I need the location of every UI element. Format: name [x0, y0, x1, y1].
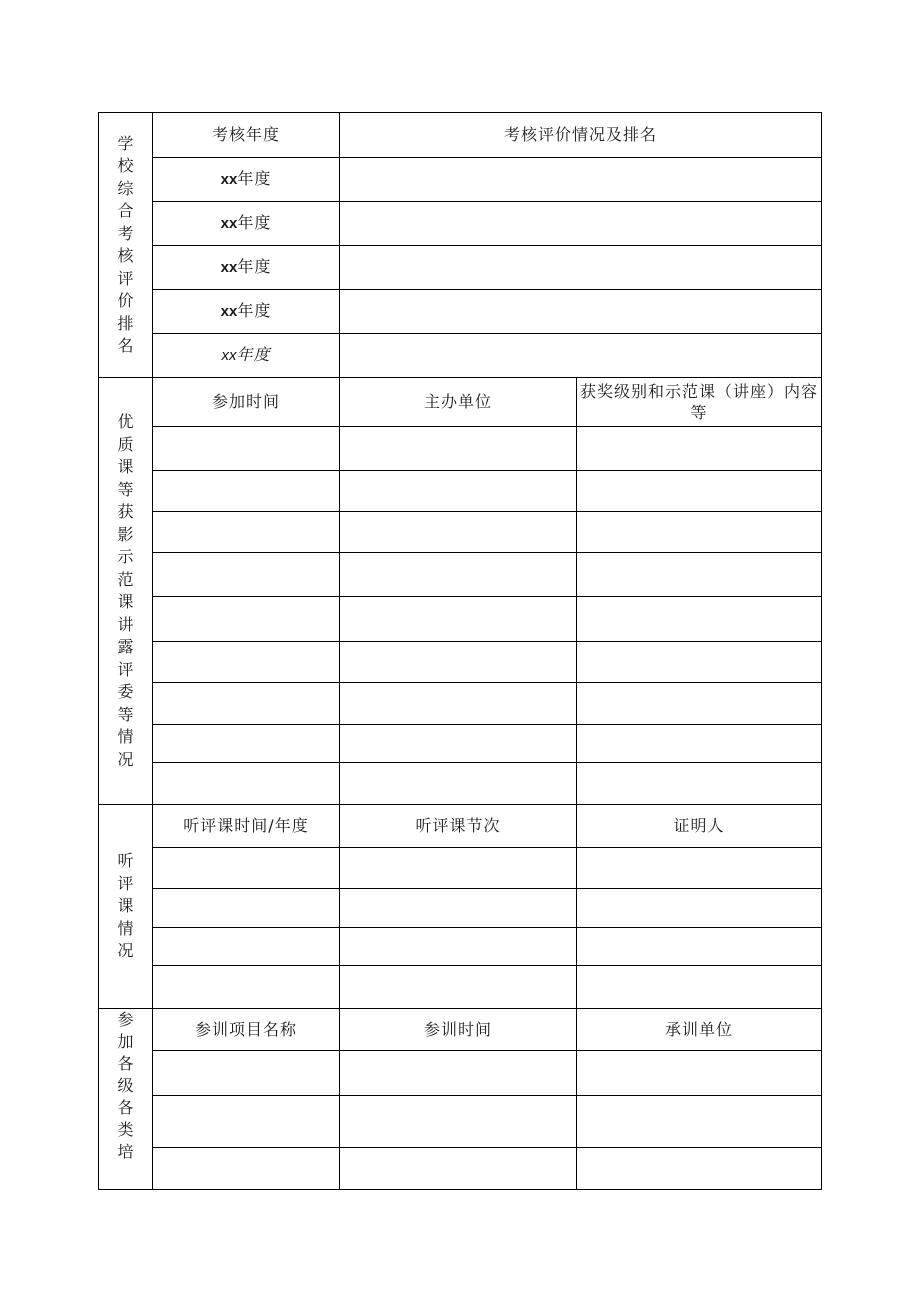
section2-side-label-cell — [99, 378, 153, 805]
section2-organizer-cell[interactable] — [340, 642, 577, 683]
section4-provider-cell[interactable] — [577, 1051, 822, 1096]
section1-header-row — [99, 113, 822, 158]
section2-organizer-cell[interactable] — [340, 683, 577, 725]
section3-witness-cell[interactable] — [577, 889, 822, 928]
year-placeholder: xx — [220, 303, 238, 320]
section2-organizer-cell[interactable] — [340, 471, 577, 512]
section2-time-cell[interactable] — [153, 512, 340, 553]
year-suffix: 年度 — [237, 301, 272, 320]
section1-year-cell — [153, 158, 340, 202]
section2-time-cell[interactable] — [153, 597, 340, 642]
section2-award-cell[interactable] — [577, 512, 822, 553]
section4-time-cell[interactable] — [340, 1148, 577, 1190]
section1-year-cell — [153, 202, 340, 246]
section1-evaluation-cell[interactable] — [340, 158, 822, 202]
year-placeholder: xx — [220, 171, 238, 188]
section3-witness-cell[interactable] — [577, 966, 822, 1009]
section3-time-cell[interactable] — [153, 889, 340, 928]
section3-header-witness: 证明人 — [577, 805, 822, 848]
section3-time-cell[interactable] — [153, 928, 340, 966]
section2-organizer-cell[interactable] — [340, 512, 577, 553]
section1-evaluation-cell[interactable] — [340, 246, 822, 290]
section3-side-label: 听评课情况 — [117, 851, 134, 961]
section3-sessions-cell[interactable] — [340, 848, 577, 889]
section2-award-cell[interactable] — [577, 597, 822, 642]
section2-side-label: 优质课等获影示范课讲露评委等情况 — [117, 412, 134, 769]
section4-header-row — [99, 1009, 822, 1051]
section2-award-cell[interactable] — [577, 725, 822, 763]
section2-header-time: 参加时间 — [153, 378, 340, 427]
section2-organizer-cell[interactable] — [340, 427, 577, 471]
year-suffix: 年度 — [236, 345, 271, 364]
section2-row — [99, 725, 822, 763]
section3-row — [99, 889, 822, 928]
section2-award-cell[interactable] — [577, 763, 822, 805]
section3-row — [99, 928, 822, 966]
section2-row — [99, 642, 822, 683]
section4-header-project: 参训项目名称 — [153, 1009, 340, 1051]
section3-header-time: 听评课时间/年度 — [153, 805, 340, 848]
section4-provider-cell[interactable] — [577, 1096, 822, 1148]
section4-time-cell[interactable] — [340, 1096, 577, 1148]
section1-evaluation-cell[interactable] — [340, 290, 822, 334]
section2-row — [99, 427, 822, 471]
section2-award-cell[interactable] — [577, 642, 822, 683]
section4-row — [99, 1096, 822, 1148]
section1-row — [99, 202, 822, 246]
year-suffix: 年度 — [237, 169, 272, 188]
year-placeholder: xx — [220, 259, 238, 276]
section1-evaluation-cell[interactable] — [340, 334, 822, 378]
section4-header-time: 参训时间 — [340, 1009, 577, 1051]
section1-row — [99, 290, 822, 334]
section2-time-cell[interactable] — [153, 427, 340, 471]
section2-award-cell[interactable] — [577, 683, 822, 725]
section3-sessions-cell[interactable] — [340, 928, 577, 966]
year-suffix: 年度 — [237, 257, 272, 276]
section3-side-label-cell — [99, 805, 153, 1009]
section1-header-evaluation: 考核评价情况及排名 — [340, 113, 822, 158]
section3-time-cell[interactable] — [153, 966, 340, 1009]
section1-year-cell — [153, 246, 340, 290]
section2-time-cell[interactable] — [153, 642, 340, 683]
section2-row — [99, 553, 822, 597]
section4-row — [99, 1051, 822, 1096]
section2-organizer-cell[interactable] — [340, 597, 577, 642]
section3-row — [99, 848, 822, 889]
section2-header-row — [99, 378, 822, 427]
section1-evaluation-cell[interactable] — [340, 202, 822, 246]
section2-time-cell[interactable] — [153, 763, 340, 805]
section3-witness-cell[interactable] — [577, 928, 822, 966]
section4-side-label: 参加各级各类培 — [117, 1010, 134, 1161]
section4-row — [99, 1148, 822, 1190]
section2-time-cell[interactable] — [153, 683, 340, 725]
section2-time-cell[interactable] — [153, 471, 340, 512]
section4-project-cell[interactable] — [153, 1148, 340, 1190]
year-placeholder: xx — [221, 347, 237, 364]
section2-organizer-cell[interactable] — [340, 553, 577, 597]
section4-project-cell[interactable] — [153, 1051, 340, 1096]
section1-side-label: 学校综合考核评价排名 — [117, 133, 134, 355]
section1-row — [99, 334, 822, 378]
section2-award-cell[interactable] — [577, 553, 822, 597]
section2-award-cell[interactable] — [577, 427, 822, 471]
section1-side-label-cell — [99, 113, 153, 378]
section4-project-cell[interactable] — [153, 1096, 340, 1148]
section2-award-cell[interactable] — [577, 471, 822, 512]
section2-time-cell[interactable] — [153, 725, 340, 763]
section3-witness-cell[interactable] — [577, 848, 822, 889]
section2-row — [99, 683, 822, 725]
section1-row — [99, 158, 822, 202]
section2-row — [99, 763, 822, 805]
section4-header-provider: 承训单位 — [577, 1009, 822, 1051]
section4-side-label-cell — [99, 1009, 153, 1190]
year-placeholder: xx — [220, 215, 238, 232]
section1-year-cell — [153, 290, 340, 334]
section2-organizer-cell[interactable] — [340, 763, 577, 805]
section2-header-organizer: 主办单位 — [340, 378, 577, 427]
section1-year-cell — [153, 334, 340, 378]
section3-header-sessions: 听评课节次 — [340, 805, 577, 848]
section2-row — [99, 471, 822, 512]
section1-row — [99, 246, 822, 290]
section4-provider-cell[interactable] — [577, 1148, 822, 1190]
record-form-table — [98, 112, 822, 1190]
section3-sessions-cell[interactable] — [340, 966, 577, 1009]
section2-time-cell[interactable] — [153, 553, 340, 597]
section2-row — [99, 597, 822, 642]
section1-header-year: 考核年度 — [153, 113, 340, 158]
section3-sessions-cell[interactable] — [340, 889, 577, 928]
section3-header-row — [99, 805, 822, 848]
section2-header-award-content: 获奖级别和示范课（讲座）内容等 — [577, 378, 822, 427]
section2-organizer-cell[interactable] — [340, 725, 577, 763]
section4-time-cell[interactable] — [340, 1051, 577, 1096]
section2-row — [99, 512, 822, 553]
year-suffix: 年度 — [237, 213, 272, 232]
section3-row — [99, 966, 822, 1009]
section3-time-cell[interactable] — [153, 848, 340, 889]
